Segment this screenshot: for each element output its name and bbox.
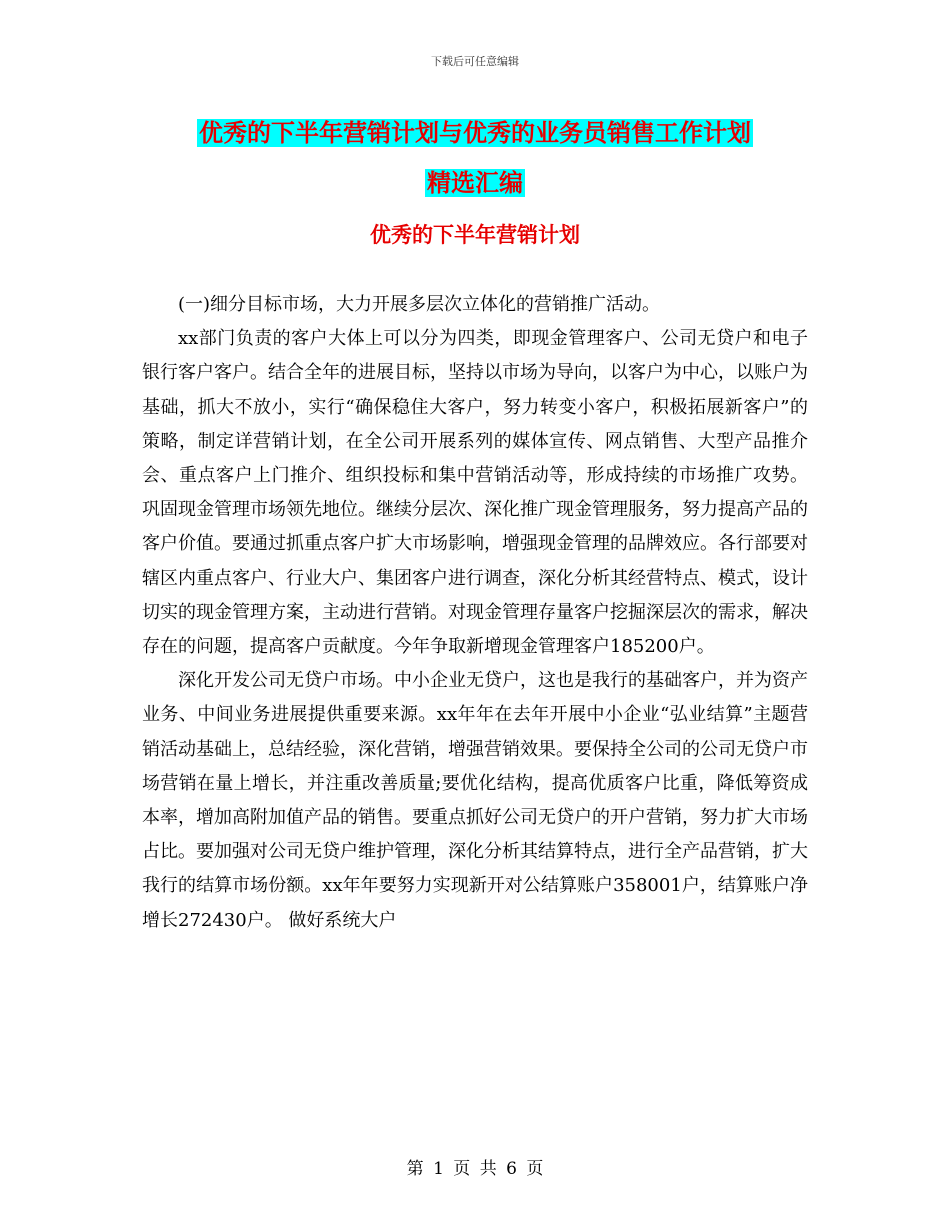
document-title-line-2: 精选汇编 bbox=[427, 169, 523, 197]
document-title bbox=[142, 108, 808, 208]
document-body bbox=[142, 288, 808, 938]
paragraph-3: 深化开发公司无贷户市场。中小企业无贷户，这也是我行的基础客户，并为资产业务、中间业务进展提供重要来源。xx年年在去年开展中小企业“弘业结算”主题营销活动基础上，总结经验，深化营销，增强营销效果。要保持全公司的公司无贷户市场营销在量上增长，并注重改善质量;要优化结构，提高优质客户比重，降低筹资成本率，增加高附加值产品的销售。要重点抓好公司无贷户的开户营销，努力扩大市场占比。要加强对公司无贷户维护管理，深化分析其结算特点，进行全产品营销，扩大我行的结算市场份额。xx年年要努力实现新开对公结算账户358001户，结算账户净增长272430户。 做好系统大户 bbox=[142, 670, 808, 931]
page-header-note: 下载后可任意编辑 bbox=[431, 55, 519, 68]
document-title-line-1: 优秀的下半年营销计划与优秀的业务员销售工作计划 bbox=[199, 119, 751, 147]
paragraph-2: xx部门负责的客户大体上可以分为四类，即现金管理客户、公司无贷户和电子银行客户客户。结合全年的进展目标，坚持以市场为导向，以客户为中心，以账户为基础，抓大不放小，实行“确保稳住大客户，努力转变小客户，积极拓展新客户”的策略，制定详营销计划，在全公司开展系列的媒体宣传、网点销售、大型产品推介会、重点客户上门推介、组织投标和集中营销活动等，形成持续的市场推广攻势。 巩固现金管理市场领先地位。继续分层次、深化推广现金管理服务，努力提高产品的客户价值。要通过抓重点客户扩大市场影响，增强现金管理的品牌效应。各行部要对辖区内重点客户、行业大户、集团客户进行调查，深化分析其经营特点、模式，设计切实的现金管理方案，主动进行营销。对现金管理存量客户挖掘深层次的需求，解决存在的问题，提高客户贡献度。今年争取新增现金管理客户185200户。 bbox=[142, 328, 808, 658]
page-number-footer: 第 1 页 共 6 页 bbox=[406, 1159, 544, 1179]
section-title: 优秀的下半年营销计划 bbox=[370, 223, 580, 247]
paragraph-1: (一)细分目标市场，大力开展多层次立体化的营销推广活动。 bbox=[178, 294, 661, 315]
